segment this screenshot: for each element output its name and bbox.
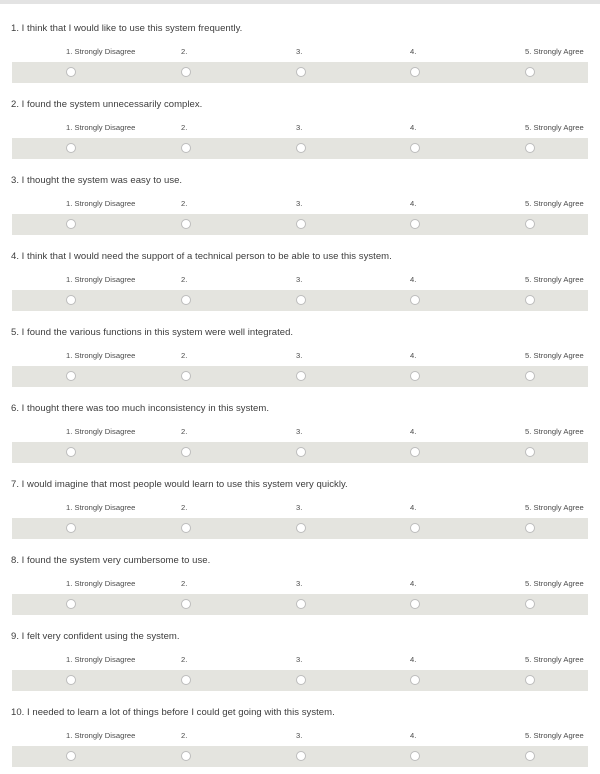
question-text: 3. I thought the system was easy to use.: [11, 175, 183, 186]
question-block: [0, 80, 600, 156]
question-text: 7. I would imagine that most people would learn to use this system very quickly.: [11, 479, 348, 490]
scale-label: 3.: [296, 351, 303, 360]
radio-option[interactable]: [410, 523, 420, 533]
question-block: [0, 688, 600, 764]
scale-label-row: [0, 198, 600, 210]
radio-option[interactable]: [66, 295, 76, 305]
radio-option[interactable]: [410, 143, 420, 153]
scale-label: 1. Strongly Disagree: [66, 123, 136, 132]
scale-label-row: [0, 730, 600, 742]
scale-label: 4.: [410, 47, 417, 56]
radio-option[interactable]: [66, 523, 76, 533]
survey-form: [0, 4, 600, 764]
scale-label-row: [0, 274, 600, 286]
scale-label-row: [0, 350, 600, 362]
scale-label: 5. Strongly Agree: [525, 731, 584, 740]
question-block: [0, 536, 600, 612]
scale-label: 2.: [181, 731, 188, 740]
radio-option[interactable]: [296, 523, 306, 533]
scale-label: 3.: [296, 47, 303, 56]
scale-label-row: [0, 122, 600, 134]
question-text: 9. I felt very confident using the system.: [11, 631, 180, 642]
scale-label: 5. Strongly Agree: [525, 503, 584, 512]
scale-label: 2.: [181, 47, 188, 56]
radio-option[interactable]: [296, 143, 306, 153]
scale-label: 1. Strongly Disagree: [66, 731, 136, 740]
radio-option[interactable]: [525, 67, 535, 77]
radio-option[interactable]: [525, 219, 535, 229]
scale-label: 5. Strongly Agree: [525, 655, 584, 664]
radio-option[interactable]: [66, 143, 76, 153]
question-block: [0, 156, 600, 232]
radio-option[interactable]: [181, 219, 191, 229]
question-text: 6. I thought there was too much inconsistency in this system.: [11, 403, 270, 414]
scale-label: 1. Strongly Disagree: [66, 655, 136, 664]
scale-label: 3.: [296, 427, 303, 436]
question-text: 1. I think that I would like to use this system frequently.: [11, 23, 243, 34]
scale-label: 5. Strongly Agree: [525, 123, 584, 132]
radio-option[interactable]: [525, 523, 535, 533]
question-text: 5. I found the various functions in this system were well integrated.: [11, 327, 294, 338]
scale-label-row: [0, 426, 600, 438]
radio-option[interactable]: [181, 447, 191, 457]
radio-option[interactable]: [296, 599, 306, 609]
scale-label: 4.: [410, 655, 417, 664]
scale-label: 1. Strongly Disagree: [66, 47, 136, 56]
radio-option[interactable]: [181, 523, 191, 533]
scale-label: 1. Strongly Disagree: [66, 351, 136, 360]
radio-option[interactable]: [525, 447, 535, 457]
scale-label: 5. Strongly Agree: [525, 427, 584, 436]
scale-label: 1. Strongly Disagree: [66, 503, 136, 512]
scale-label: 2.: [181, 655, 188, 664]
question-block: [0, 612, 600, 688]
scale-label: 5. Strongly Agree: [525, 351, 584, 360]
radio-option[interactable]: [181, 751, 191, 761]
radio-option[interactable]: [410, 751, 420, 761]
radio-option[interactable]: [66, 219, 76, 229]
radio-option[interactable]: [525, 371, 535, 381]
scale-label: 3.: [296, 275, 303, 284]
scale-label: 3.: [296, 579, 303, 588]
scale-label: 2.: [181, 199, 188, 208]
scale-label: 2.: [181, 275, 188, 284]
radio-option[interactable]: [410, 675, 420, 685]
radio-option[interactable]: [296, 295, 306, 305]
question-text: 10. I needed to learn a lot of things before I could get going with this system.: [11, 707, 335, 718]
scale-label: 4.: [410, 199, 417, 208]
radio-option[interactable]: [296, 447, 306, 457]
radio-option[interactable]: [525, 599, 535, 609]
scale-label: 1. Strongly Disagree: [66, 275, 136, 284]
scale-label-row: [0, 578, 600, 590]
scale-label: 4.: [410, 731, 417, 740]
question-block: [0, 384, 600, 460]
radio-option[interactable]: [66, 371, 76, 381]
radio-option[interactable]: [410, 599, 420, 609]
radio-option[interactable]: [296, 371, 306, 381]
scale-label-row: [0, 502, 600, 514]
question-block: [0, 460, 600, 536]
radio-option[interactable]: [66, 599, 76, 609]
radio-option[interactable]: [181, 143, 191, 153]
scale-label: 3.: [296, 731, 303, 740]
radio-option[interactable]: [525, 751, 535, 761]
scale-label: 5. Strongly Agree: [525, 47, 584, 56]
question-block: [0, 232, 600, 308]
scale-label: 2.: [181, 351, 188, 360]
scale-label: 2.: [181, 503, 188, 512]
scale-label: 4.: [410, 351, 417, 360]
scale-label: 2.: [181, 123, 188, 132]
radio-option[interactable]: [525, 675, 535, 685]
scale-label: 4.: [410, 503, 417, 512]
scale-label: 3.: [296, 503, 303, 512]
radio-option[interactable]: [410, 67, 420, 77]
scale-label: 5. Strongly Agree: [525, 579, 584, 588]
scale-label: 1. Strongly Disagree: [66, 199, 136, 208]
scale-label: 4.: [410, 579, 417, 588]
radio-option[interactable]: [181, 371, 191, 381]
scale-label: 4.: [410, 427, 417, 436]
scale-label: 5. Strongly Agree: [525, 199, 584, 208]
radio-option[interactable]: [181, 67, 191, 77]
scale-label: 4.: [410, 123, 417, 132]
scale-label: 1. Strongly Disagree: [66, 579, 136, 588]
question-text: 2. I found the system unnecessarily complex.: [11, 99, 203, 110]
radio-option[interactable]: [410, 371, 420, 381]
scale-label: 4.: [410, 275, 417, 284]
radio-option[interactable]: [410, 295, 420, 305]
scale-label: 3.: [296, 655, 303, 664]
radio-option[interactable]: [410, 219, 420, 229]
question-text: 4. I think that I would need the support of a technical person to be able to use this system.: [11, 251, 392, 262]
radio-option[interactable]: [296, 751, 306, 761]
scale-label: 5. Strongly Agree: [525, 275, 584, 284]
radio-option[interactable]: [410, 447, 420, 457]
scale-label: 2.: [181, 579, 188, 588]
scale-label: 2.: [181, 427, 188, 436]
question-block: [0, 4, 600, 80]
scale-label-row: [0, 654, 600, 666]
option-band: [12, 746, 588, 767]
scale-label-row: [0, 46, 600, 58]
radio-option[interactable]: [181, 675, 191, 685]
question-text: 8. I found the system very cumbersome to use.: [11, 555, 211, 566]
scale-label: 3.: [296, 123, 303, 132]
scale-label: 1. Strongly Disagree: [66, 427, 136, 436]
radio-option[interactable]: [66, 751, 76, 761]
radio-option[interactable]: [296, 219, 306, 229]
radio-option[interactable]: [181, 599, 191, 609]
radio-option[interactable]: [66, 447, 76, 457]
radio-option[interactable]: [296, 67, 306, 77]
radio-option[interactable]: [296, 675, 306, 685]
scale-label: 3.: [296, 199, 303, 208]
radio-option[interactable]: [525, 143, 535, 153]
radio-option[interactable]: [66, 67, 76, 77]
radio-option[interactable]: [181, 295, 191, 305]
question-block: [0, 308, 600, 384]
radio-option[interactable]: [525, 295, 535, 305]
radio-option[interactable]: [66, 675, 76, 685]
